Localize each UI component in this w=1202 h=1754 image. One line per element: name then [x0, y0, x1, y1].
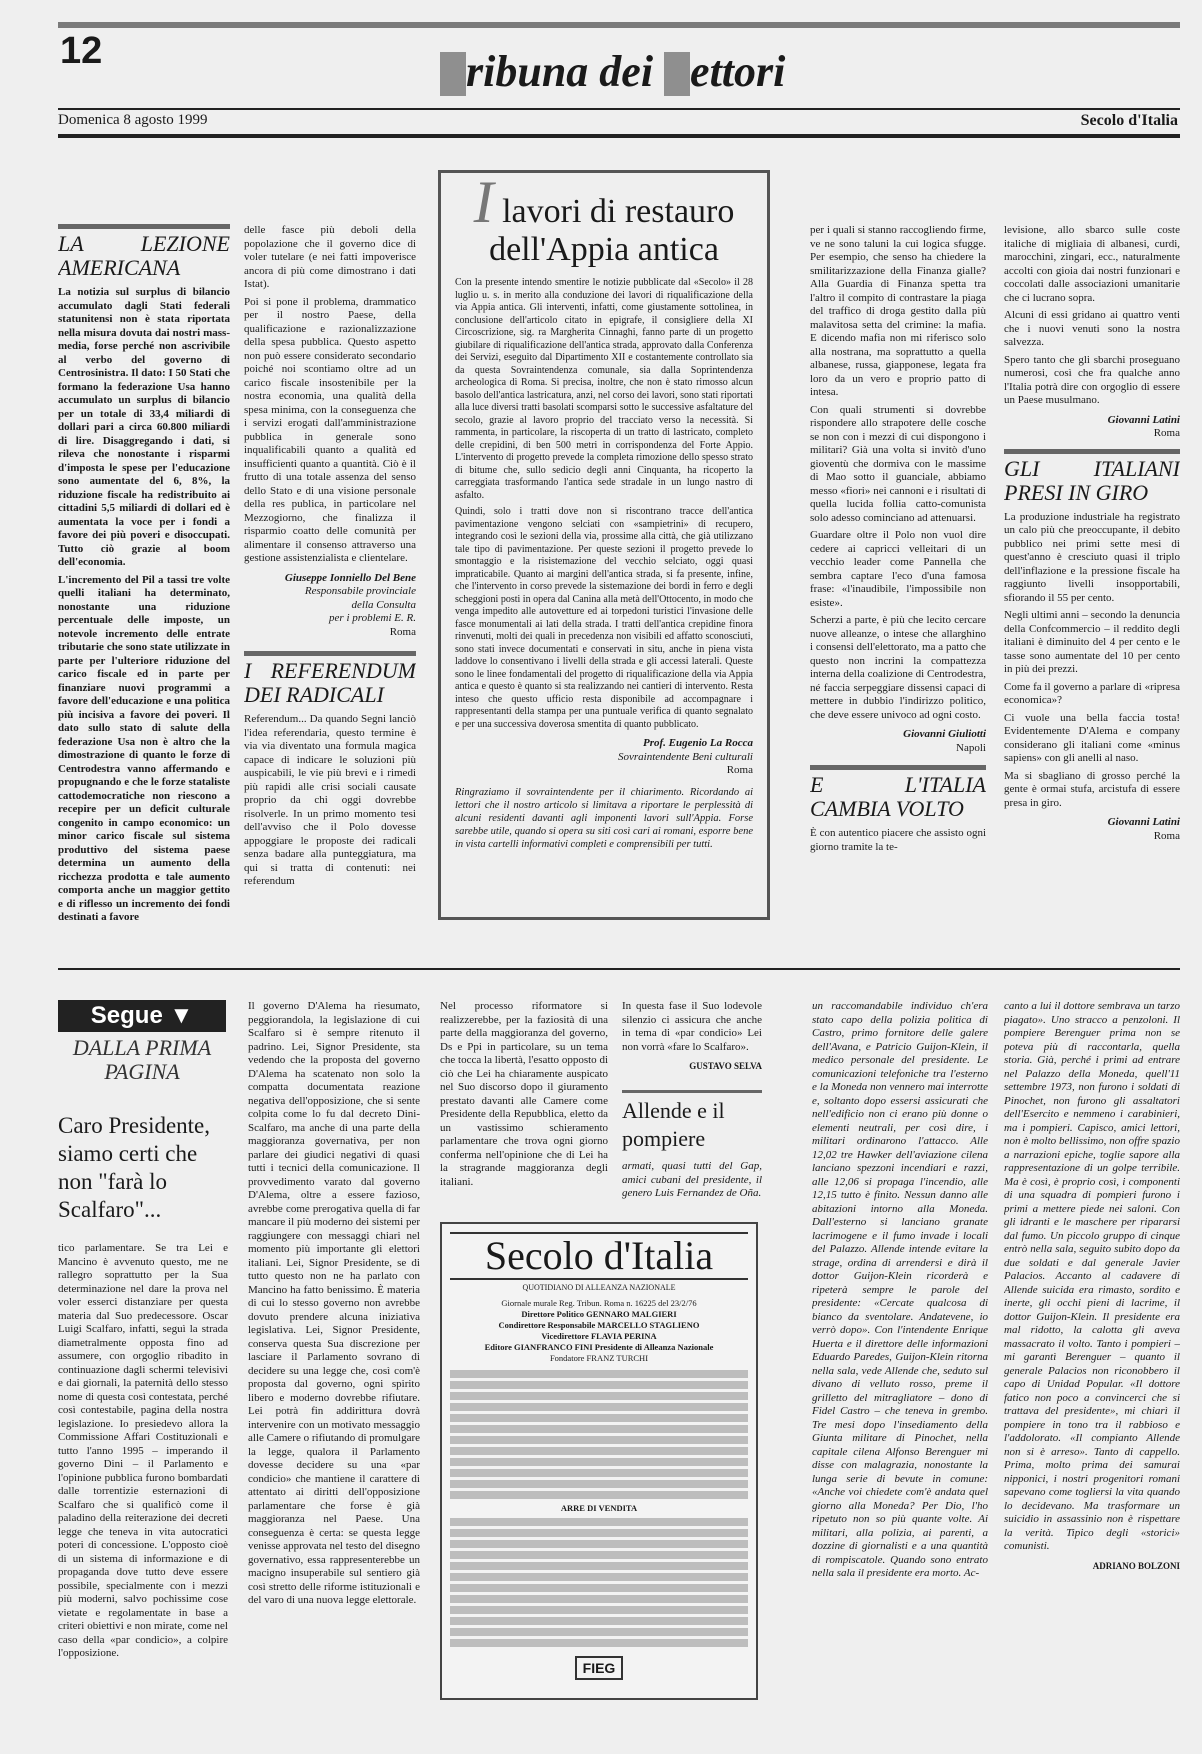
bottom-column-2	[248, 1000, 420, 1742]
dateline: Domenica 8 agosto 1999	[58, 112, 208, 128]
ad-fine-print	[450, 1370, 748, 1499]
signature: Giuseppe Ionniello Del Bene Responsabile provinciale della Consulta per i problemi E. R. Roma	[284, 571, 416, 638]
paragraph: un raccomandabile individuo ch'era stato capo della polizia politica di Castro, primo fornitore delle galere dell'Avana, e Patricio Guijon-Klein, il medico personale del presidente. Le comunicazioni telefoniche tra l'esterno e la Moneda non vennero mai interrotte e, soltanto dopo essersi assicurati che nell'edificio non ci erano più donne o elementi neutrali, per così dire, i militari ordinarono l'attacco. Alle 12,02 tre Hawker dell'aviazione cilena lanciano spezzoni incendiari e razzi, alle 12,06 si propaga l'incendio, alle 12,15 tutto è finito. Nessun danno alle abitazioni intorno alla Moneda. Dall'esterno si lanciano granate lacrimogene e il fumo invade i locali del Palazzo. Allende intende evitare la strage, ordina di arrendersi e dirà il dottor Guijon-Klein ricorderà e ripeterà sempre le parole del presidente: «Cercate qualcosa di bianco da sventolare. Andatevene, io verrò dopo». Con l'intendente Enrique Huerta e il direttore delle informazioni Eduardo Paredes, Guijon-Klein ritorna nella sala, vede Allende che, seduto sul divano di velluto rosso, preme il grilletto del mitragliatore – dono di Fidel Castro – che teneva in grembo. Tre mesi dopo l'insediamento della Giunta militare di Pinochet, nella capitale cilena Alfonso Berenguer mi disse con malagrazia, nonostante la lunga serie di bevute in comune: «Anche voi chiedete com'è andata quel giorno alla Moneda? Per Dio, l'ho ripetuto non so più quante volte. Ai militari, alla polizia, ai parenti, a dozzine di giornalisti e a una quantità di rompiscatole. Quando sono entrato nella sala il presidente era morto. Ac-	[812, 1000, 988, 1579]
header-rule-thick	[58, 134, 1180, 138]
fieg-logo: FIEG	[575, 1656, 624, 1680]
header-rule	[58, 108, 1180, 110]
signature: ADRIANO BOLZONI	[1092, 1560, 1180, 1571]
boxed-article	[438, 170, 770, 920]
paragraph: Ci vuole una bella faccia tosta! Evidentemente D'Alema e company considerano gli italiani come «minus sapiens» con gli anelli al naso.	[1004, 711, 1180, 764]
column-1	[58, 224, 230, 944]
paragraph: Come fa il governo a parlare di «ripresa economica»?	[1004, 680, 1180, 706]
signature: Giovanni Giuliotti Napoli	[903, 728, 986, 754]
paragraph: L'incremento del Pil a tassi tre volte quelli italiani ha determinato, nonostante una riduzione percentuale delle imposte, un notevole incremento delle entrate tributarie che sono state utilizzate in parte per l'ulteriore riduzione del carico fiscale ed in parte per finanziare nuovi programmi a favore dell'educazione e una politica più incisiva a favore dei poveri. Il dato sullo stato di salute della federazione Usa non è altro che la dimostrazione di quanto le forze di Centrodestra vanno affermando e propugnando e che le forze stataliste cattodemocratiche non riescono a recepire per un deficit culturale congenito in campo economico: un minor carico fiscale sul sistema produttivo del sistema paese determina un aumento della ricchezza prodotta e tale aumento comporta anche un maggior gettito e di riflesso un incremento dei fondi destinati a favore	[58, 573, 230, 923]
paragraph: per i quali si stanno raccogliendo firme, ve ne sono taluni la cui logica sfugge. Per esempio, che senso ha chiedere la smilitarizzazione della Finanza gialle? Alla Guardia di Finanza spetta tra l'altro il compito di contrastare la piaga del traffico di droga gestito dalla più malavitosa setta del crimine: la mafia. E dicendo mafia non mi riferisco solo alla nostrana, ma soprattutto a quella albanese, russa, giapponese, legata fra loro da un vero e proprio patto di intesa.	[810, 224, 986, 398]
paragraph: tico parlamentare. Se tra Lei e Mancino è avvenuto questo, me ne rallegro soprattutto per la Sua determinazione nel dare la prova nel voler esserci distanziare per questa materia dal Suo predecessore. Oscar Luigi Scalfaro, infatti, seguì la strada diametralmente opposta fino ad assumere, con orgoglio ribadito in continuazione dagli schermi televisivi e dai giornali, la paternità dello stesso nome di questa così contestata, perché così contestabile, pagina della nostra legislazione. Io presiedevo allora la Commissione Affari Costituzionali e tutto l'anno 1995 – imperando il governo Dini – il Parlamento e l'opinione pubblica furono bombardati dalle torrentizie esternazioni di Scalfaro che si qualificò come il paladino della reiterazione dei decreti legge che teneva in vita autocratici poteri di concessione. L'opposto cioè di un sistema di informazione e di propaganda dove tutto deve essere possibile, specialmente con i mezzi più moderni, salvo pochissime cose vietate e regolamentate in base a criteri obiettivi e non mirate, come nel caso della «par condicio», a colpire l'opposizione.	[58, 1242, 228, 1659]
paragraph: In questa fase il Suo lodevole silenzio ci assicura che anche in tema di «par condicio» Lei non vorrà «fare lo Scalfaro».	[622, 1000, 762, 1053]
paragraph: La produzione industriale ha registrato un calo più che preoccupante, il debito pubblico nei primi sette mesi di quest'anno è cresciuto quasi il triplo dell'inflazione e la pressione fiscale ha raggiunto livelli insopportabili, sfiorando il 55 per cento.	[1004, 510, 1180, 604]
signature: Giovanni Latini Roma	[1107, 413, 1180, 439]
page-number: 12	[60, 30, 103, 72]
column-4	[810, 224, 986, 944]
section-divider	[58, 968, 1180, 970]
continued-headline: Caro Presidente, siamo certi che non "farà lo Scalfaro"...	[58, 1113, 211, 1222]
segue-banner: Segue ▼	[58, 1000, 226, 1032]
bottom-column-3	[440, 1000, 608, 1215]
ad-brand: Secolo d'Italia	[450, 1232, 748, 1280]
arrow-down-icon: ▼	[169, 1002, 194, 1029]
paragraph: delle fasce più deboli della popolazione che il governo dice di voler tutelare (e nei fatti impoverisce ancora di più come dimostrano i dati Istat).	[244, 224, 416, 290]
masthead-initial-t	[440, 52, 466, 96]
signature: Giovanni Latini Roma	[1107, 816, 1180, 842]
article-heading: LA LEZIONE AMERICANA	[58, 224, 230, 280]
paragraph: Alcuni di essi gridano ai quattro venti che i nuovi venuti sono la nostra salvezza.	[1004, 309, 1180, 348]
paragraph: Negli ultimi anni – secondo la denuncia della Confcommercio – il reddito degli italiani è diminuito del 4 per cento e le tasse sono aumentate del 10 per cento in più dei prezzi.	[1004, 609, 1180, 675]
paragraph: Il governo D'Alema ha riesumato, peggiorandola, la legislazione di cui Scalfaro si è sempre ritenuto il padrino. Lei, Signor Presidente, sta vedendo che la proposta del governo D'Alema ha scatenato non solo la compatta documentata reazione negativa dell'opposizione, che si sente colpita come lo fu dal decreto Dini-Scalfaro, ma anche di una parte della maggioranza governativa, per non parlare dei giudici negativi di quasi tutti i tecnici della comunicazione. Il provvedimento varato dal governo D'Alema, oltre a essere fazioso, avrebbe come prerogativa quella di far mancare il più moderno dei sistemi per raggiungere con messaggi chiari nel momento più importante gli elettori italiani. Lei, Signor Presidente, se di tutto questo non ne ha parlato con Mancino ha fatto benissimo. È materia di cui lo stesso governo non avrebbe dovuto prendere alcuna iniziativa legislativa. Lei, Signor Presidente, conserva questa Sua discrezione per lasciare il Parlamento sovrano di decidere su una legge che, così com'è proposta dal governo, ogni spirito libero e moderno dovrebbe rifiutare. Lei potrà fin addirittura dovrà intervenire con un motivato messaggio alle Camere o rifiutando di promulgare la legge, qualora il Parlamento dovesse decidere su una «par condicio» che mantiene il carattere di attentato ai diritti dell'opposizione parlamentare che forse è già maggioranza nel Paese. Una conseguenza è certa: se questa legge venisse approvata nel testo del disegno governativo, essa rappresenterebbe un macigno insuperabile sul sentiero già così stretto delle riforme istituzionali e del varo di una nuova legge elettorale.	[248, 1000, 420, 1606]
bottom-column-4	[622, 1000, 762, 1086]
signature: GUSTAVO SELVA	[689, 1061, 762, 1071]
paragraph: canto a lui il dottore sembrava un tarzo piagato». Uno stracco a penzoloni. Il pompiere Berenguer prima non se poteva più di raccontarla, quella storia. Già, perché i primi ad entrare nel Palazzo della Moneda, quell'11 settembre 1973, non furono i soldati di Pinochet, non furono gli assaltatori dell'Esercito e nemmeno i carabinieri, ma i pompieri. Capisco, amici lettori, non è molto bellissimo, non offre spazio a narrazioni epiche, toglie sapore alla rappresentazione di un golpe terribile. Ma è così, è proprio così, i componenti di una squadra di pompieri furono i primi a mettere piede nei saloni. Con gli idranti e le maschere per ripararsi dal fumo. Un piccolo gruppo di cinque entrò nella sala, seguito subito dopo da due soldati e dal generale Javier Palacios. Accanto al cadavere di Allende suicida era rimasto, sordito e inerte, gli occhi pieni di lacrime, il dottor Guijon-Klein. Il presidente era mal ridotto, la calotta gli aveva massacrato il volto. Tanto i pompieri – mi garantì Berenguer – quanto il generale Palacios non riconobbero il capo di Unidad Popular. «Il dottore fatico non poco a convincerci che si trattava del presidente», mi chiarì il pompiere in tono tra il rabbioso e l'addolorato. «Il compianto Allende non si è arreso». Tanto di cappello. Prima, molto prima dei samurai nipponici, i nostri progenitori romani sapevano come togliersi la vita quando lo decidevano. Ma trasformare un suicidio in assassinio non è rispettare la verità. Tipico degli «storici» comunisti.	[1004, 1000, 1180, 1552]
article-heading: I REFERENDUM DEI RADICALI	[244, 651, 416, 707]
newspaper-brand: Secolo d'Italia	[1080, 112, 1178, 129]
paragraph: È con autentico piacere che assisto ogni giorno tramite la te-	[810, 827, 986, 853]
bottom-column-6	[1004, 1000, 1180, 1744]
paragraph: levisione, allo sbarco sulle coste italiche di migliaia di albanesi, curdi, marocchini, zingari, ecc., naturalmente accolti con gioia dai nostri funzionari e coccolati dalle associazioni umanitarie che ci lucrano sopra.	[1004, 224, 1180, 304]
signature: Prof. Eugenio La Rocca Sovraintendente Beni culturali Roma	[617, 737, 753, 776]
paragraph: Quindi, solo i tratti dove non si riscontrano tracce dell'antica pavimentazione vengono selciati con «sampietrini» di recupero, integrando così le sezioni della via, prossime alla città, che già utilizzano tale tipo di pavimentazione. Per queste sezioni il progetto prevede lo smontaggio e la risistemazione del vecchio selciato, oggi quasi impraticabile. Quanto ai margini dell'antica strada, si fa presente, infine, che l'intervento in corso prevede la sistemazione dei bordi in ferro e degli scheggioni posti in opera dal Canina alla metà dell'Ottocento, in modo che venga impedito alle autovetture ed ai torpedoni turistici l'invasione delle fasce monumentali ai lati della strada. I tratti dell'antica crepidine finora rinvenuti, molti dei quali in precedenza non visibili ed affatto sconosciuti, sono stati invece documentati e conservati in situ, anche in piena vista laddove lo consentivano i livelli della strada e gli accessi laterali. Queste sono le linee fondamentali del progetto di riqualificazione della via Appia antica e questo è quanto si sta realizzando nei cantieri di intervento. Resta inteso che questo ufficio resta disponibile ad accompagnare i rappresentanti della stampa per una puntuale verifica di quanto segnalato e per una successiva doverosa smentita di quanto pubblicato.	[455, 506, 753, 730]
article-heading: Allende e il pompiere	[622, 1090, 762, 1153]
masthead-initial-l	[664, 52, 690, 96]
article-heading: GLI ITALIANI PRESI IN GIRO	[1004, 449, 1180, 505]
paragraph: Referendum... Da quando Segni lanciò l'idea referendaria, questo termine è via via diventato una formula magica capace di indicare le soluzioni più auspicabili, le vie più brevi e i rimedi più rapidi alle crisi sociali causate proprio da chi oggi dovrebbe risolverle. In un primo momento tesi dell'avviso che il Polo dovesse appoggiare le proposte dei radicali senza badare alla punteggiatura, ma qui si tratta di contenuti: nei referendum	[244, 713, 416, 887]
paragraph: Scherzi a parte, è più che lecito cercare nuove alleanze, o intese che allarghino i consensi dell'elettorato, ma a patto che questo non incrini la compattezza interna della coalizione di Centrodestra, né faccia serpeggiare dissensi capaci di mettere in dubbio l'indirizzo politico, che deve essere univoco ad ogni costo.	[810, 614, 986, 721]
paragraph: armati, quasi tutti del Gap, amici cubani del presidente, il genero Luis Fernandez de Oña.	[622, 1160, 762, 1199]
masthead-box: Secolo d'Italia QUOTIDIANO DI ALLEANZA NAZIONALE Giornale murale Reg. Tribun. Roma n. 16225 del 23/2/76 Direttore Politico GENNARO MALGIERI Condirettore Responsabile MARCELLO STAGLIENO Vicedirettore FLAVIA PERINA Editore GIANFRANCO FINI Presidente di Alleanza Nazionale Fondatore FRANZ TURCHI ARRE DI VENDITA FIEG	[440, 1222, 758, 1700]
editor-note: Ringraziamo il sovraintendente per il chiarimento. Ricordando ai lettori che il nostro articolo si limitava a riportare le perplessità di alcuni residenti davanti agli imponenti lavori sull'Appia. Forse sarebbe utile, quando si opera su siti così cari ai romani, esporre bene in vista cartelli informativi completi e comprensibili per tutti.	[455, 786, 753, 850]
paragraph: Con quali strumenti si dovrebbe rispondere allo strapotere delle cosche se non con i mezzi di cui dispongono i militari? Già una volta si invitò d'uno gioventù che dormiva con le massime di Mao sotto il guanciale, abbiamo messo «fiori» nei cannoni e i risultati di quella lucida follia catto-comunista solo adesso cominciano ad attenuarsi.	[810, 403, 986, 524]
column-2	[244, 224, 416, 944]
boxed-title: I lavori di restauro dell'Appia antica	[473, 170, 735, 268]
paragraph: Guardare oltre il Polo non vuol dire cedere ai capricci velleitari di un vecchio leader come Pannella che sembra captare l'eco d'una famosa frase: «l'inaudibile, l'impossibile non esiste».	[810, 529, 986, 609]
bottom-column-1	[58, 1242, 228, 1742]
column-5	[1004, 224, 1180, 944]
paragraph: Ma si sbagliano di grosso perché la gente è ormai stufa, arcistufa di essere presa in giro.	[1004, 769, 1180, 809]
continued-label: DALLA PRIMA PAGINA	[72, 1035, 212, 1084]
paragraph: La notizia sul surplus di bilancio accumulato dagli Stati federali statunitensi non è stata riportata nella misura dovuta dai nostri mass-media, forse perché non ascrivibile al verbo del governo di Centrosinistra. Il dato: I 50 Stati che formano la federazione Usa hanno accumulato un surplus di bilancio per un totale di 33,4 miliardi di dollari pari a circa 60.800 miliardi di lire. Disaggregando i dati, si rileva che nonostante i risparmi d'imposta le spese per l'educazione sono aumentate del 6, 8%, la riduzione fiscale ha redistribuito ai cittadini 5,5 miliardi di dollari ed è aumentata la voce per i fondi a favore dei più poveri e disoccupati. Tutto ciò grazie al boom dell'economia.	[58, 286, 230, 568]
bottom-column-4b	[622, 1160, 762, 1218]
paragraph: Con la presente intendo smentire le notizie pubblicate dal «Secolo» il 28 luglio u. s. in merito alla conduzione dei lavori di riqualificazione della via Appia antica. Gli interventi, infatti, come giustamente sottolinea, in conclusione dell'articolo citato in epigrafe, il consigliere della XI Circoscrizione, sig. ra Margherita Cinnaghi, fanno parte di un progetto giubilare di riqualificazione dell'antica strada, approvato dalla Conferenza dei Servizi, eseguito dal Dipartimento XII e costantemente controllato sia da questa Sovraintendenza comunale, sia dalla Soprintendenza archeologica di Roma. Si precisa, inoltre, che non è stato rimosso alcun basolo dell'antica lastricatura, anzi, nel corso dei lavori, sono stati riportati alla luce diversi tratti basolati scomparsi sotto le successive asfaltature del secolo, grazie al lavoro proprio del tracciato verso la necessità. Si rammenta, in particolare, la riscoperta di un tratto di lastricato, completo delle crepidini, di ben 500 metri in corrispondenza del Forte Appio. L'intervento di progetto prevede la completa rimozione dello spesso strato di bitume che, sullo sedicio degli anni Cinquanta, ha ricoperto la carreggiata trasformando l'antica sede stradale in un lungo nastro di asfalto.	[455, 277, 753, 501]
paragraph: Spero tanto che gli sbarchi proseguano numerosi, così che fra qualche anno l'Italia potrà dire con orgoglio di essere un Paese musulmano.	[1004, 353, 1180, 406]
bottom-column-5	[812, 1000, 988, 1744]
article-heading: E L'ITALIA CAMBIA VOLTO	[810, 765, 986, 821]
section-title: ribuna dei ettori	[440, 46, 840, 97]
paragraph: Poi si pone il problema, drammatico per il nostro Paese, della qualificazione e razionalizzazione della spesa pubblica. Questo aspetto non può essere considerato secondario poiché noi scontiamo oltre ad un carico fiscale insostenibile per la nostra economia, una qualità della spesa minima, con la conseguenza che i servizi erogati dall'amministrazione pubblica in generale sono inqualificabili quanto a qualità ed insufficienti quanto a quantità. Ciò è il frutto di una totale assenza del senso dello Stato e di una visione personale della res publica, in particolare nel Mezzogiorno, che finalizza il risparmio coatto delle comunità per alimentare il consenso attraverso una gestione assistenzialista e clientelare.	[244, 295, 416, 564]
paragraph: Nel processo riformatore si realizzerebbe, per la faziosità di una parte della maggioranza del governo, Ds e Ppi in particolare, su un tema che tocca la libertà, l'esatto opposto di ciò che Lei ha chiaramente auspicato nel Suo discorso dopo il giuramento prestato davanti alle Camere come Presidente della Repubblica, eletto da un vastissimo schieramento parlamentare che trova ogni giorno conferma nell'opinione che di Lei ha la stragrande maggioranza degli italiani.	[440, 1000, 608, 1188]
ad-fine-print-2	[450, 1518, 748, 1647]
top-rule	[58, 22, 1180, 28]
